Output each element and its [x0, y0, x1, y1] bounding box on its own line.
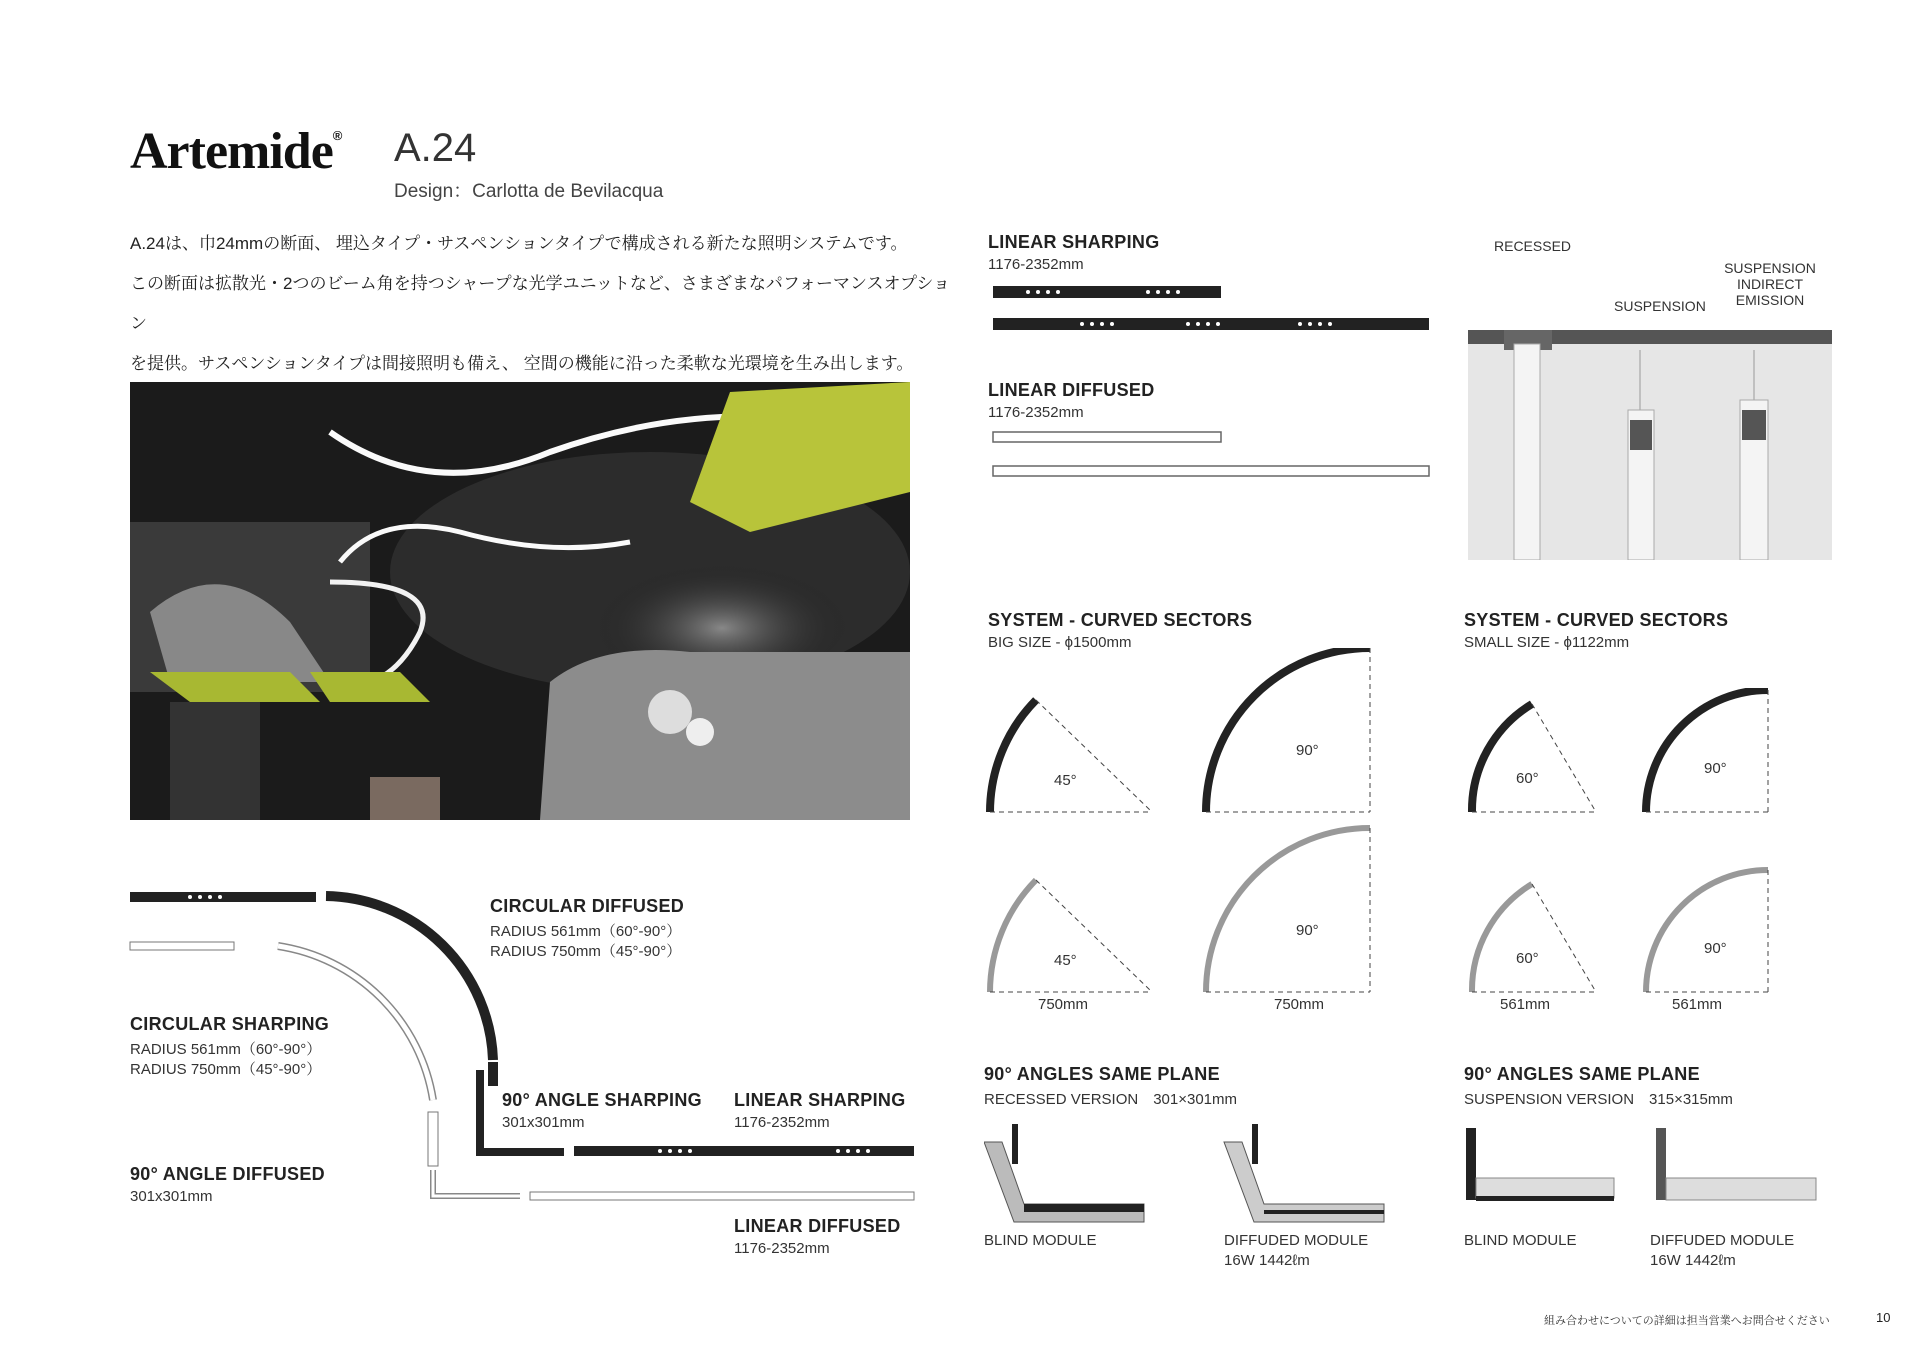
diffused-module-label: DIFFUDED MODULE [1224, 1232, 1369, 1249]
angle-label: 60° [1516, 950, 1539, 967]
curved-big-subtitle: BIG SIZE - ϕ1500mm [988, 634, 1132, 651]
linear-sharping-size: 1176-2352mm [988, 256, 1084, 273]
curved-small-illustration [1466, 688, 1776, 1004]
product-name: A.24 [394, 126, 477, 170]
circular-sharping-radius: RADIUS 561mm（60°-90°） [130, 1041, 322, 1058]
angle-label: 90° [1296, 922, 1319, 939]
angle-sharping-title: 90° ANGLE SHARPING [502, 1090, 702, 1110]
intro-line: A.24は、巾24mmの断面、 埋込タイプ・サスペンションタイプで構成される新たな照明システムです。 [130, 234, 908, 253]
circular-diffused-radius: RADIUS 750mm（45°-90°） [490, 943, 682, 960]
installation-photo [130, 382, 910, 820]
footer-note: 組み合わせについての詳細は担当営業へお問合せください [1544, 1315, 1830, 1327]
angle-label: 45° [1054, 772, 1077, 789]
angles-recessed-subtitle: RECESSED VERSION 301×301mm [984, 1091, 1238, 1108]
diffused-module-spec: 16W 1442ℓm [1224, 1252, 1310, 1269]
angle-diffused-title: 90° ANGLE DIFFUSED [130, 1164, 325, 1184]
mount-suspension-label: SUSPENSION [1614, 298, 1706, 314]
suspension-modules-illustration [1466, 1128, 1826, 1208]
circular-diffused-title: CIRCULAR DIFFUSED [490, 896, 685, 916]
curved-small-subtitle: SMALL SIZE - ϕ1122mm [1464, 634, 1630, 651]
angle-label: 90° [1296, 742, 1319, 759]
intro-line: この断面は拡散光・2つのビーム角を持つシャープな光学ユニットなど、さまざまなパフォーマンスオプション [130, 274, 951, 333]
radius-label: 561mm [1500, 996, 1551, 1013]
angle-label: 60° [1516, 770, 1539, 787]
intro-line: を提供。サスペンションタイプは間接照明も備え、 空間の機能に沿った柔軟な光環境を生み出します。 [130, 354, 914, 373]
angle-label: 45° [1054, 952, 1077, 969]
curved-small-title: SYSTEM - CURVED SECTORS [1464, 610, 1729, 630]
linear-sharping-size: 1176-2352mm [734, 1114, 830, 1131]
angle-label: 90° [1704, 940, 1727, 957]
curved-big-title: SYSTEM - CURVED SECTORS [988, 610, 1253, 630]
circular-sharping-title: CIRCULAR SHARPING [130, 1014, 330, 1034]
page-number: 10 [1876, 1310, 1891, 1325]
angles-suspension-subtitle: SUSPENSION VERSION 315×315mm [1464, 1091, 1733, 1108]
linear-diffused-illustration [990, 430, 1430, 478]
mounting-types-photo [1468, 330, 1832, 560]
linear-diffused-title: LINEAR DIFFUSED [988, 380, 1155, 400]
brand-logo: Artemide® [130, 123, 342, 180]
radius-label: 750mm [1274, 996, 1325, 1013]
linear-sharping-title: LINEAR SHARPING [988, 232, 1160, 252]
angles-suspension-title: 90° ANGLES SAME PLANE [1464, 1064, 1700, 1084]
linear-sharping-title: LINEAR SHARPING [734, 1090, 906, 1110]
angle-label: 90° [1704, 760, 1727, 777]
circular-diffused-radius: RADIUS 561mm（60°-90°） [490, 923, 682, 940]
angle-diffused-size: 301x301mm [130, 1188, 213, 1205]
radius-label: 561mm [1672, 996, 1723, 1013]
designer-credit: Design：Carlotta de Bevilacqua [394, 181, 664, 202]
blind-module-label: BLIND MODULE [1464, 1232, 1577, 1249]
intro-text [130, 224, 950, 384]
radius-label: 750mm [1038, 996, 1089, 1013]
linear-diffused-title: LINEAR DIFFUSED [734, 1216, 901, 1236]
linear-diffused-size: 1176-2352mm [734, 1240, 830, 1257]
angles-recessed-title: 90° ANGLES SAME PLANE [984, 1064, 1220, 1084]
linear-sharping-illustration [990, 284, 1430, 334]
circular-sharping-radius: RADIUS 750mm（45°-90°） [130, 1061, 322, 1078]
blind-module-label: BLIND MODULE [984, 1232, 1097, 1249]
linear-diffused-size: 1176-2352mm [988, 404, 1084, 421]
mount-recessed-label: RECESSED [1494, 238, 1572, 254]
diffused-module-spec: 16W 1442ℓm [1650, 1252, 1736, 1269]
mount-indirect-label: SUSPENSION INDIRECT EMISSION [1724, 260, 1816, 308]
diffused-module-label: DIFFUDED MODULE [1650, 1232, 1795, 1249]
angle-sharping-size: 301x301mm [502, 1114, 585, 1131]
curved-big-illustration [984, 648, 1384, 1004]
recessed-modules-illustration [984, 1124, 1404, 1230]
